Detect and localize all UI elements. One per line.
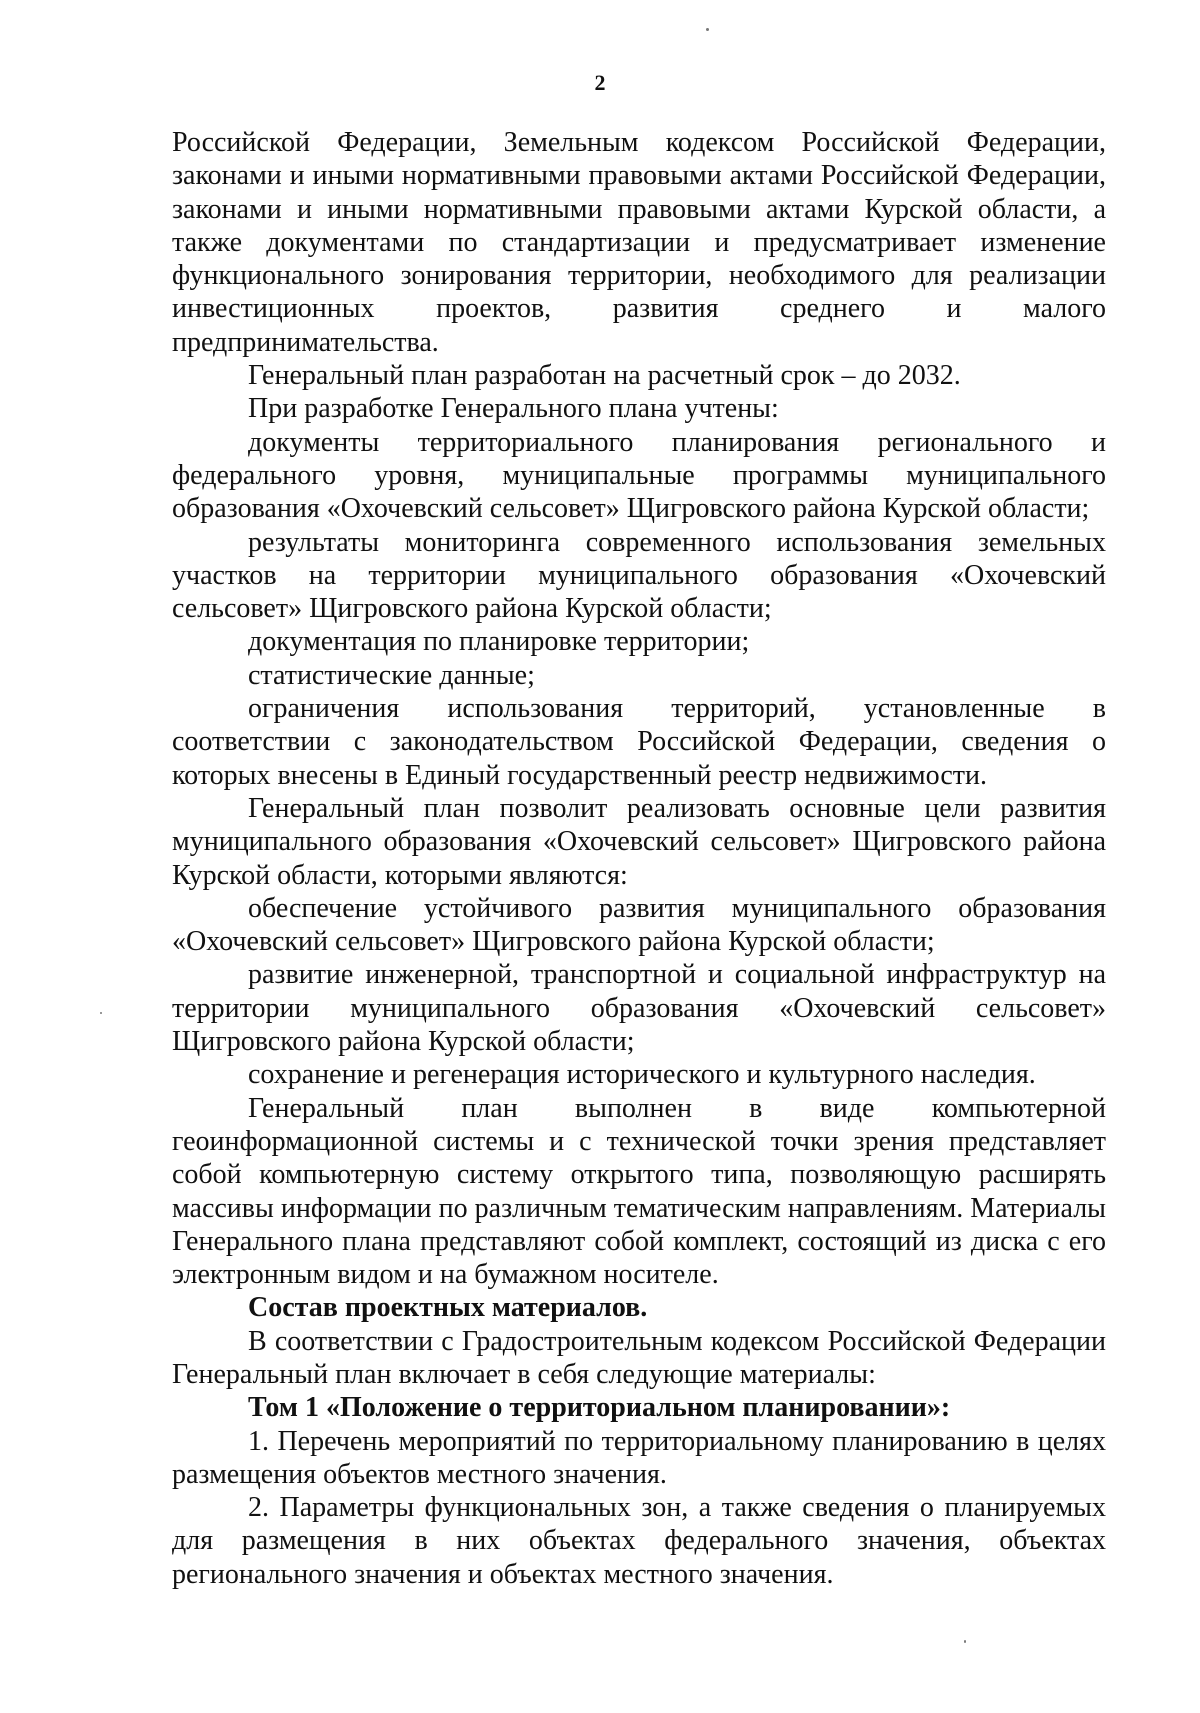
paragraph: Российской Федерации, Земельным кодексом Российской Федерации, законами и иными нормативными правовыми актами Российской Федерации, законами и иными нормативными правовыми актами Курской области, а также документами по стандартизации и предусматривает изменение функционального зонирования территории, необходимого для реализации инвестиционных проектов, развития среднего и малого предпринимательства. (172, 127, 1106, 358)
page-number: 2 (594, 70, 606, 95)
numbered-item: 1. Перечень мероприятий по территориальному планированию в целях размещения объектов местного значения. (172, 1425, 1106, 1490)
list-item: развитие инженерной, транспортной и социальной инфраструктур на территории муниципального образования «Охочевский сельсовет» Щигровского района Курской области; (172, 959, 1106, 1058)
paragraph: При разработке Генерального плана учтены: (248, 393, 779, 425)
list-item: документация по планировке территории; (248, 626, 750, 658)
paragraph: Генеральный план выполнен в виде компьютерной геоинформационной системы и с технической точки зрения представляет собой компьютерную систему открытого типа, позволяющую расширять массивы информации по различным тематическим направлениям. Материалы Генерального плана представляют собой комплект, состоящий из диска с его электронным видом и на бумажном носителе. (172, 1092, 1106, 1291)
list-item: сохранение и регенерация исторического и культурного наследия. (248, 1059, 1036, 1091)
paragraph: Генеральный план позволит реализовать основные цели развития муниципального образования «Охочевский сельсовет» Щигровского района Курской области, которыми являются: (172, 792, 1106, 891)
volume-heading: Том 1 «Положение о территориальном планировании»: (248, 1392, 951, 1424)
scan-speck (100, 1012, 102, 1014)
section-heading: Состав проектных материалов. (248, 1292, 648, 1324)
scan-speck (706, 28, 709, 31)
paragraph: Генеральный план разработан на расчетный срок – до 2032. (248, 360, 961, 392)
list-item: документы территориального планирования регионального и федерального уровня, муниципальные программы муниципального образования «Охочевский сельсовет» Щигровского района Курской области; (172, 426, 1106, 525)
numbered-item: 2. Параметры функциональных зон, а также сведения о планируемых для размещения в них объектах федерального значения, объектах регионального значения и объектах местного значения. (172, 1492, 1106, 1590)
scan-speck (964, 1640, 966, 1643)
list-item: обеспечение устойчивого развития муниципального образования «Охочевский сельсовет» Щигровского района Курской области; (172, 892, 1106, 958)
body-text (172, 126, 1106, 1591)
list-item: статистические данные; (248, 659, 535, 691)
list-item: ограничения использования территорий, установленные в соответствии с законодательством Российской Федерации, сведения о которых внесены в Единый государственный реестр недвижимости. (172, 693, 1106, 791)
paragraph: В соответствии с Градостроительным кодексом Российской Федерации Генеральный план включает в себя следующие материалы: (172, 1325, 1106, 1390)
list-item: результаты мониторинга современного использования земельных участков на территории муниципального образования «Охочевский сельсовет» Щигровского района Курской области; (172, 526, 1106, 625)
